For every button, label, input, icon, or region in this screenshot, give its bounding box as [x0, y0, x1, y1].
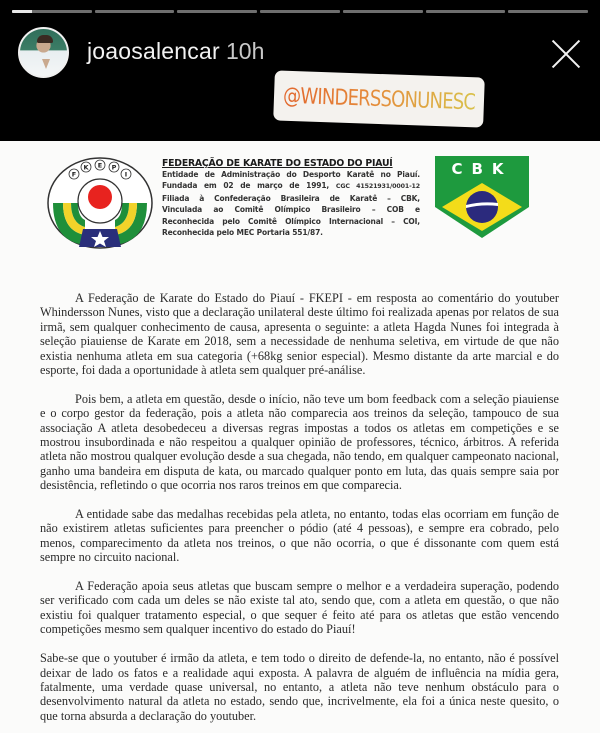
- paragraph-2: Pois bem, a atleta em questão, desde o início, não teve um bom feedback com a seleção piauiense e o corpo gestor da federação, pois a atleta não comparecia aos treinos da seleção, tampouco de sua associação A atleta desobedeceu a diversas regras impostas a todos os atletas em competições e se mostrou insubordinada e não respeitou a qualquer opinião de professores, técnico, árbitros. A referida atleta não mostrou qualquer evolução desde a sua chegada, não tendo, em qualquer campeonato nacional, ganho uma bandeira em disputa de kata, ou marcado qualquer ponto em luta, das quais sempre saia por desistência, refletindo o que ocorria nos raros treinos em que comparecia.: [40, 391, 559, 493]
- letterhead: [162, 158, 420, 238]
- cbk-logo-icon: [434, 155, 530, 239]
- svg-text:P: P: [111, 163, 117, 172]
- progress-segment-3: [177, 10, 257, 13]
- statement-body: [40, 291, 559, 733]
- letterhead-founded: Fundada em 02 de março de 1991,: [162, 181, 330, 191]
- paragraph-5: Sabe-se que o youtuber é irmão da atleta, e tem todo o direito de defende-la, no entanto, não é possível deixar de lado os fatos e a realidade aqui exposta. A palavra de alguém de influência na mídia gera, fatalmente, uma verdade quase universal, no entanto, a atleta não teve nenhum obstáculo para o desenvolvimento natural da atleta no estado, sendo que, incrivelmente, ela foi a única neste quesito, o que torna absurda a declaração do youtuber.: [40, 651, 559, 723]
- post-timestamp: 10h: [226, 38, 265, 64]
- mention-sticker-text: @WINDERSSONUNESC: [282, 83, 476, 115]
- svg-text:CBK: CBK: [451, 160, 513, 178]
- svg-text:E: E: [97, 161, 103, 170]
- avatar-gi: [42, 59, 50, 69]
- progress-fill: [12, 10, 32, 13]
- paragraph-4: A Federação apoia seus atletas que buscam sempre o melhor e a verdadeira superação, podendo ser verificado com cada um deles se não existe tal ato, sendo que, com a atleta em questão, o que não existiu foi qualquer tratamento especial, o que sequer é feito até para os atletas que estão vencendo competições mesmo sem qualquer incentivo do estado do Piauí!: [40, 579, 559, 637]
- story-progress-bar: [12, 10, 588, 13]
- letterhead-line-1: Entidade de Administração do Desporto Karatê no Piauí.: [162, 170, 420, 179]
- story-header: [0, 0, 600, 141]
- svg-text:F: F: [71, 170, 77, 179]
- progress-segment-5: [343, 10, 423, 13]
- progress-segment-7: [508, 10, 588, 13]
- username[interactable]: joaosalencar: [87, 38, 220, 64]
- progress-segment-2: [95, 10, 175, 13]
- svg-text:K: K: [83, 163, 89, 172]
- letterhead-line-6: Reconhecida pelo MEC Portaria 551/87.: [162, 228, 323, 238]
- letterhead-line-2: [162, 180, 420, 192]
- progress-segment-1: [12, 10, 92, 13]
- document-image: [0, 141, 600, 733]
- paragraph-3: A entidade sabe das medalhas recebidas pela atleta, no entanto, todas elas ocorriam em função de não existirem atletas suficientes para preencher o pódio (até 4 pessoas), e sempre era cobrado, pelo menos, comparecimento da atleta nos treinos, o que não ocorria, o que é dissonante com quem está sempre no circuito nacional.: [40, 507, 559, 565]
- mention-sticker[interactable]: [273, 70, 485, 127]
- avatar[interactable]: [18, 27, 69, 78]
- close-icon[interactable]: [548, 36, 584, 72]
- progress-segment-4: [260, 10, 340, 13]
- letterhead-cgc: CGC 41521931/0001-12: [335, 183, 421, 191]
- avatar-hair: [37, 35, 53, 43]
- letterhead-line-4: Vinculada ao Comitê Olímpico Brasileiro – COB e: [162, 205, 420, 215]
- paragraph-1: A Federação de Karate do Estado do Piauí - FKEPI - em resposta ao comentário do youtuber Whindersson Nunes, visto que a declaração unilateral deste último foi realizada apenas por relatos de sua irmã, sem qualquer conhecimento de causa, apresenta o seguinte: a atleta Hagda Nunes foi integrada à seleção piauiense de Karate em 2018, sem a necessidade de nenhuma seletiva, em virtude de que não existia nenhuma atleta em sua categoria (+68kg senior especial). Mesmo distante da arte marcial e do esporte, foi dada a oportunidade à atleta sem qualquer pré-análise.: [40, 291, 559, 378]
- letterhead-line-5: Reconhecida pelo Comitê Olímpico Internacional – COI,: [162, 216, 420, 226]
- fkepi-logo-icon: [45, 155, 155, 251]
- letterhead-title: FEDERAÇÃO DE KARATE DO ESTADO DO PIAUÍ: [162, 158, 393, 169]
- progress-segment-6: [426, 10, 506, 13]
- letterhead-line-3: Filiada à Confederação Brasileira de Karatê – CBK,: [162, 193, 420, 203]
- svg-text:I: I: [124, 170, 128, 179]
